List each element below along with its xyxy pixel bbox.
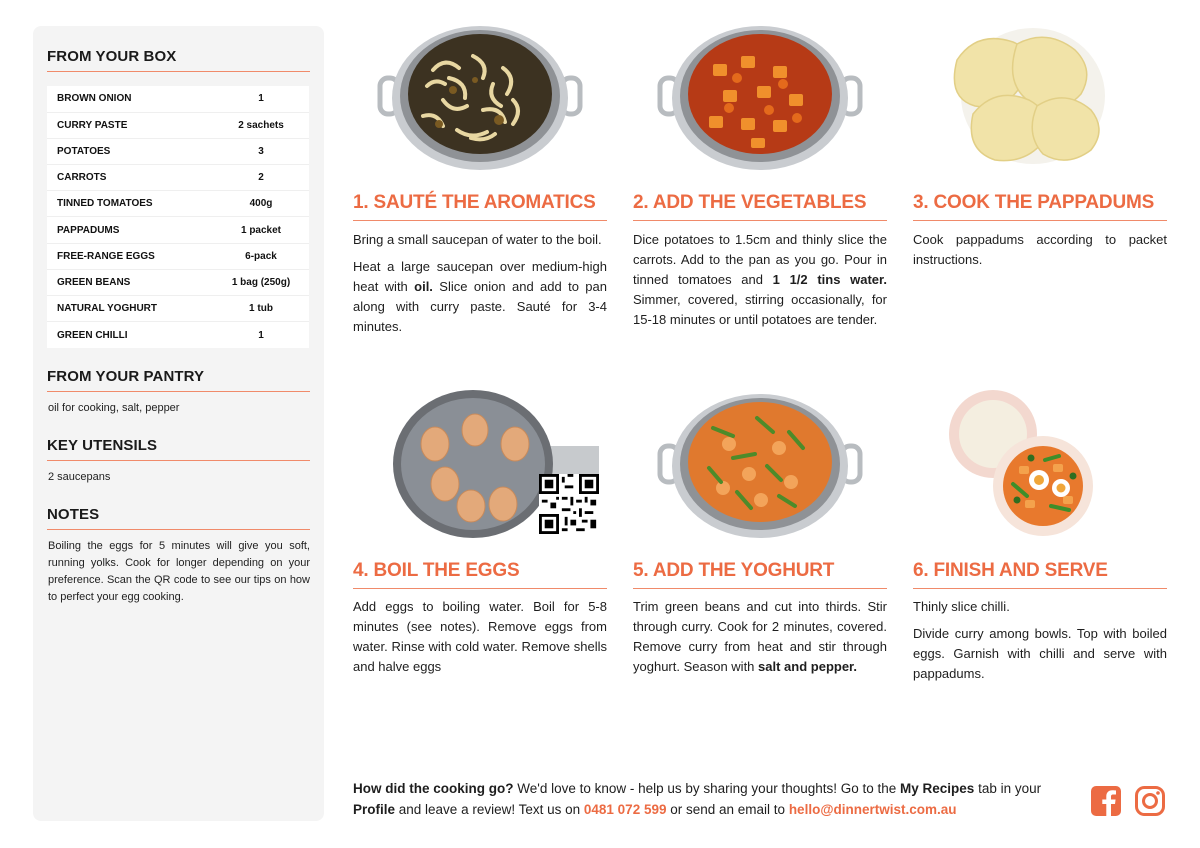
my-recipes-link[interactable]: My Recipes <box>900 781 975 796</box>
step-1-title: 1. SAUTÉ THE AROMATICS <box>353 192 607 221</box>
ingredient-name: PAPPADUMS <box>57 224 120 236</box>
feedback-footer: How did the cooking go? We'd love to know - help us by sharing your thoughts! Go to the My Recipes tab in your Profile and leave a review! Text us on 0481 072 599 or send an email to hello@dinnertwist.com.au <box>353 781 1042 817</box>
ingredient-quantity: 2 sachets <box>238 119 284 131</box>
step-6-photo <box>913 388 1167 538</box>
step-4-body <box>353 597 607 684</box>
ingredient-row <box>47 191 309 217</box>
phone-link[interactable]: 0481 072 599 <box>583 802 667 817</box>
ingredient-quantity: 6-pack <box>245 250 277 262</box>
ingredient-row <box>47 296 309 322</box>
ingredient-name: NATURAL YOGHURT <box>57 303 157 315</box>
ingredient-row <box>47 269 309 295</box>
step-3 <box>913 20 1167 360</box>
ingredient-row <box>47 112 309 138</box>
notes-heading: NOTES <box>47 506 310 530</box>
ingredient-name: CURRY PASTE <box>57 119 128 131</box>
step-1-text-2: Heat a large saucepan over medium-high heat with oil. Slice onion and add to pan along with curry paste. Sauté for 3-4 minutes. <box>353 259 607 334</box>
ingredient-quantity: 1 tub <box>249 303 273 315</box>
step-1-text-1: Bring a small saucepan of water to the boil. <box>353 232 602 247</box>
ingredient-quantity: 400g <box>249 198 273 210</box>
email-link[interactable]: hello@dinnertwist.com.au <box>788 802 957 817</box>
ingredient-row <box>47 165 309 191</box>
step-3-body <box>913 230 1167 277</box>
ingredients-sidebar <box>33 26 324 821</box>
notes-text: Boiling the eggs for 5 minutes will give you soft, running yolks. Cook for longer depending on your preference. Scan the QR code to see our tips on how to perfect your egg cooking. <box>48 539 310 603</box>
ingredient-row <box>47 217 309 243</box>
step-3-text-1: Cook pappadums according to packet instructions. <box>913 232 1167 267</box>
step-6-title: 6. FINISH AND SERVE <box>913 560 1167 589</box>
step-2-text-1: Dice potatoes to 1.5cm and thinly slice the carrots. Add to the pan as you go. Pour in tinned tomatoes and 1 1/2 tins water. Simmer, covered, stirring occasionally, for 15-18 minutes or until potatoes are tender. <box>633 232 887 327</box>
ingredient-quantity: 1 packet <box>240 224 282 236</box>
ingredient-row <box>47 322 309 348</box>
step-2-title: 2. ADD THE VEGETABLES <box>633 192 887 221</box>
step-6 <box>913 388 1167 708</box>
ingredient-quantity: 1 bag (250g) <box>231 276 291 288</box>
ingredient-name: TINNED TOMATOES <box>57 198 153 210</box>
ingredient-quantity: 1 <box>258 329 264 341</box>
step-5-body <box>633 597 887 684</box>
step-3-photo <box>913 20 1167 170</box>
ingredient-quantity: 3 <box>258 145 264 157</box>
ingredient-row <box>47 243 309 269</box>
step-6-body <box>913 597 1167 691</box>
ingredient-name: GREEN CHILLI <box>57 329 128 341</box>
feedback-question: How did the cooking go? <box>353 781 514 796</box>
ingredient-name: GREEN BEANS <box>57 276 131 288</box>
step-1-body <box>353 230 607 344</box>
from-your-pantry-heading: FROM YOUR PANTRY <box>47 368 310 392</box>
step-5-text-1: Trim green beans and cut into thirds. Stir through curry. Cook for 2 minutes, covered. Remove curry from heat and stir through yoghurt. Season with salt and pepper. <box>633 599 887 674</box>
ingredient-row <box>47 138 309 164</box>
ingredient-quantity: 2 <box>258 172 264 184</box>
step-1 <box>353 20 607 360</box>
facebook-icon[interactable] <box>1090 785 1122 817</box>
key-utensils-heading: KEY UTENSILS <box>47 437 310 461</box>
ingredient-name: BROWN ONION <box>57 93 132 105</box>
step-4-title: 4. BOIL THE EGGS <box>353 560 607 589</box>
ingredient-name: CARROTS <box>57 172 107 184</box>
step-5 <box>633 388 887 708</box>
utensils-text: 2 saucepans <box>48 470 111 483</box>
ingredients-table <box>47 86 309 348</box>
pantry-text: oil for cooking, salt, pepper <box>48 401 180 414</box>
step-2 <box>633 20 887 360</box>
profile-link[interactable]: Profile <box>353 802 396 817</box>
step-3-title: 3. COOK THE PAPPADUMS <box>913 192 1167 221</box>
from-your-box-heading: FROM YOUR BOX <box>47 48 310 72</box>
ingredient-name: FREE-RANGE EGGS <box>57 250 155 262</box>
qr-code-icon[interactable] <box>539 474 599 534</box>
step-5-title: 5. ADD THE YOGHURT <box>633 560 887 589</box>
instagram-icon[interactable] <box>1134 785 1166 817</box>
step-5-photo <box>633 388 887 538</box>
ingredient-name: POTATOES <box>57 145 111 157</box>
step-6-text-1: Thinly slice chilli. <box>913 599 1010 614</box>
step-4 <box>353 388 607 708</box>
step-2-photo <box>633 20 887 170</box>
step-2-body <box>633 230 887 337</box>
step-4-text-1: Add eggs to boiling water. Boil for 5-8 minutes (see notes). Remove eggs from water. Rinse with cold water. Remove shells and halve eggs <box>353 599 607 674</box>
ingredient-row <box>47 86 309 112</box>
step-1-photo <box>353 20 607 170</box>
ingredient-quantity: 1 <box>258 93 264 105</box>
step-6-text-2: Divide curry among bowls. Top with boiled eggs. Garnish with chilli and serve with pappadums. <box>913 626 1167 681</box>
